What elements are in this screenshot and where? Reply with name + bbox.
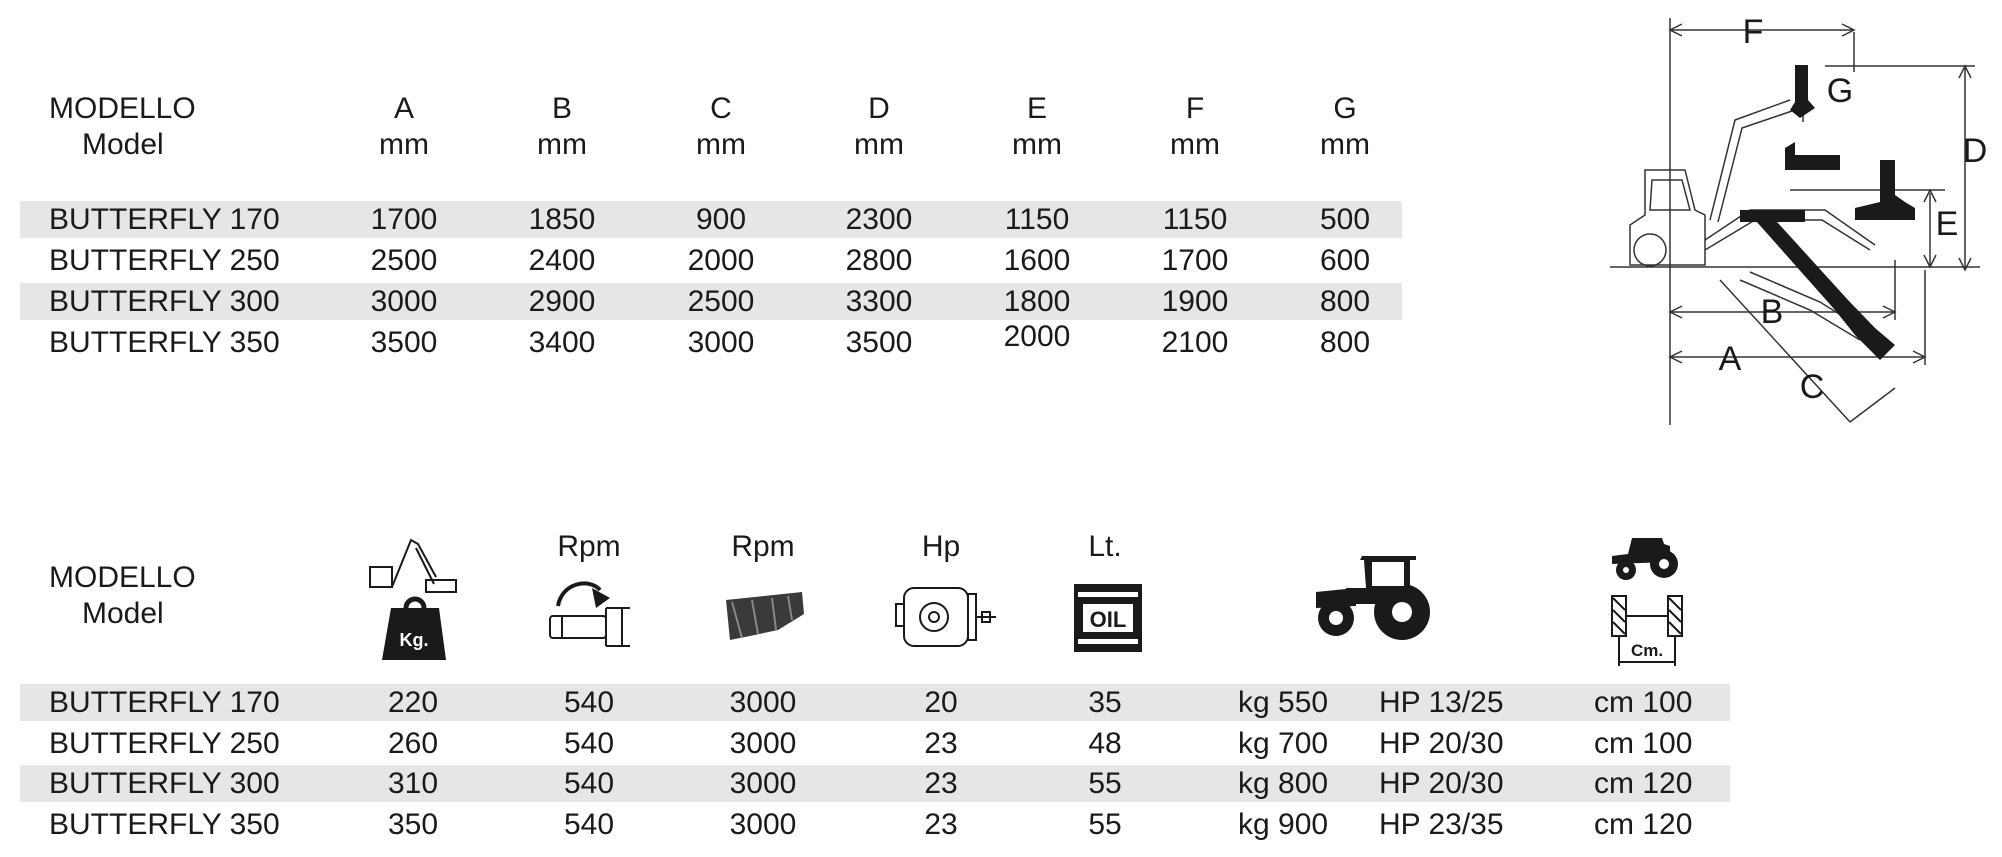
col-unit-a: mm [379, 128, 429, 161]
dim-label-g: G [1826, 72, 1854, 110]
hp-value: 23 [924, 808, 958, 841]
dim-label-a: A [1718, 340, 1742, 378]
col-letter-e: E [1026, 92, 1048, 125]
col-unit-f: mm [1170, 128, 1220, 161]
value-c: 2500 [687, 285, 755, 318]
rotor-blade-icon [722, 590, 806, 646]
kg-label: Kg. [399, 630, 429, 650]
model-header-it: MODELLO [49, 92, 196, 125]
model-header-it: MODELLO [49, 561, 196, 594]
weight-kg-icon [366, 532, 462, 666]
value-f: 2100 [1161, 326, 1229, 359]
value-b: 2400 [528, 244, 596, 277]
value-b: 1850 [528, 203, 596, 236]
tractor-kg-value: kg 700 [1238, 727, 1329, 760]
pto-rpm-value: 540 [563, 808, 615, 841]
header-rotor-rpm: Rpm [731, 530, 795, 563]
model-name: BUTTERFLY 170 [49, 686, 280, 719]
col-letter-g: G [1333, 92, 1357, 125]
track-value: cm 120 [1594, 767, 1693, 800]
value-f: 1900 [1161, 285, 1229, 318]
value-c: 3000 [687, 326, 755, 359]
track-value: cm 100 [1594, 686, 1693, 719]
model-header-en: Model [82, 597, 164, 630]
pto-rpm-value: 540 [563, 686, 615, 719]
header-oil: Lt. [1088, 530, 1122, 563]
value-f: 1700 [1161, 244, 1229, 277]
value-g: 800 [1319, 285, 1371, 318]
tractor-hp-value: HP 13/25 [1379, 686, 1504, 719]
dim-label-b: B [1760, 293, 1784, 331]
hp-value: 23 [924, 767, 958, 800]
value-c: 2000 [687, 244, 755, 277]
oil-tank-icon [1072, 582, 1144, 654]
col-letter-d: D [868, 92, 890, 125]
tractor-kg-value: kg 900 [1238, 808, 1329, 841]
col-letter-c: C [710, 92, 732, 125]
dim-label-d: D [1962, 132, 1988, 170]
model-name: BUTTERFLY 250 [49, 244, 280, 277]
header-power: Hp [921, 530, 961, 563]
cm-label: Cm. [1630, 641, 1664, 660]
value-e: 1600 [1003, 244, 1071, 277]
col-unit-c: mm [696, 128, 746, 161]
model-header-en: Model [82, 128, 164, 161]
value-e: 1800 [1003, 285, 1071, 318]
value-c: 900 [695, 203, 747, 236]
col-letter-a: A [393, 92, 415, 125]
rotor-rpm-value: 3000 [729, 686, 797, 719]
value-g: 800 [1319, 326, 1371, 359]
oil-label: OIL [1089, 607, 1127, 632]
value-g: 600 [1319, 244, 1371, 277]
oil-value: 48 [1088, 727, 1122, 760]
dim-label-f: F [1742, 13, 1764, 51]
rotor-rpm-value: 3000 [729, 727, 797, 760]
value-d: 2800 [845, 244, 913, 277]
hp-value: 23 [924, 727, 958, 760]
oil-value: 55 [1088, 808, 1122, 841]
value-e: 1150 [1004, 203, 1070, 236]
value-a: 2500 [370, 244, 438, 277]
col-unit-e: mm [1012, 128, 1062, 161]
dim-label-c: C [1799, 368, 1825, 406]
mower-diagram [1590, 10, 2000, 440]
weight-value: 310 [387, 767, 439, 800]
model-name: BUTTERFLY 350 [49, 326, 280, 359]
tractor-icon [1306, 552, 1432, 642]
track-width-icon [1604, 532, 1690, 672]
value-a: 1700 [370, 203, 438, 236]
tractor-hp-value: HP 20/30 [1379, 727, 1504, 760]
weight-value: 350 [387, 808, 439, 841]
oil-value: 35 [1088, 686, 1122, 719]
model-name: BUTTERFLY 170 [49, 203, 280, 236]
col-letter-f: F [1185, 92, 1205, 125]
track-value: cm 120 [1594, 808, 1693, 841]
hydraulic-pump-icon [892, 582, 998, 652]
model-name: BUTTERFLY 250 [49, 727, 280, 760]
value-b: 2900 [528, 285, 596, 318]
value-b: 3400 [528, 326, 596, 359]
dim-label-e: E [1935, 205, 1959, 243]
col-letter-b: B [551, 92, 573, 125]
rotor-rpm-value: 3000 [729, 808, 797, 841]
value-a: 3000 [370, 285, 438, 318]
weight-value: 260 [387, 727, 439, 760]
header-pto-rpm: Rpm [557, 530, 621, 563]
oil-value: 55 [1088, 767, 1122, 800]
value-d: 3500 [845, 326, 913, 359]
value-e: 2000 [1003, 320, 1071, 353]
tractor-kg-value: kg 550 [1238, 686, 1329, 719]
model-name: BUTTERFLY 350 [49, 808, 280, 841]
value-a: 3500 [370, 326, 438, 359]
col-unit-b: mm [537, 128, 587, 161]
col-unit-d: mm [854, 128, 904, 161]
model-name: BUTTERFLY 300 [49, 285, 280, 318]
value-d: 2300 [845, 203, 913, 236]
col-unit-g: mm [1320, 128, 1370, 161]
tractor-hp-value: HP 20/30 [1379, 767, 1504, 800]
model-name: BUTTERFLY 300 [49, 767, 280, 800]
value-g: 500 [1319, 203, 1371, 236]
tractor-kg-value: kg 800 [1238, 767, 1329, 800]
hp-value: 20 [924, 686, 958, 719]
value-f: 1150 [1162, 203, 1228, 236]
track-value: cm 100 [1594, 727, 1693, 760]
tractor-hp-value: HP 23/35 [1379, 808, 1504, 841]
value-d: 3300 [845, 285, 913, 318]
rotor-rpm-value: 3000 [729, 767, 797, 800]
pto-rotation-icon [544, 576, 636, 658]
pto-rpm-value: 540 [563, 767, 615, 800]
weight-value: 220 [387, 686, 439, 719]
pto-rpm-value: 540 [563, 727, 615, 760]
